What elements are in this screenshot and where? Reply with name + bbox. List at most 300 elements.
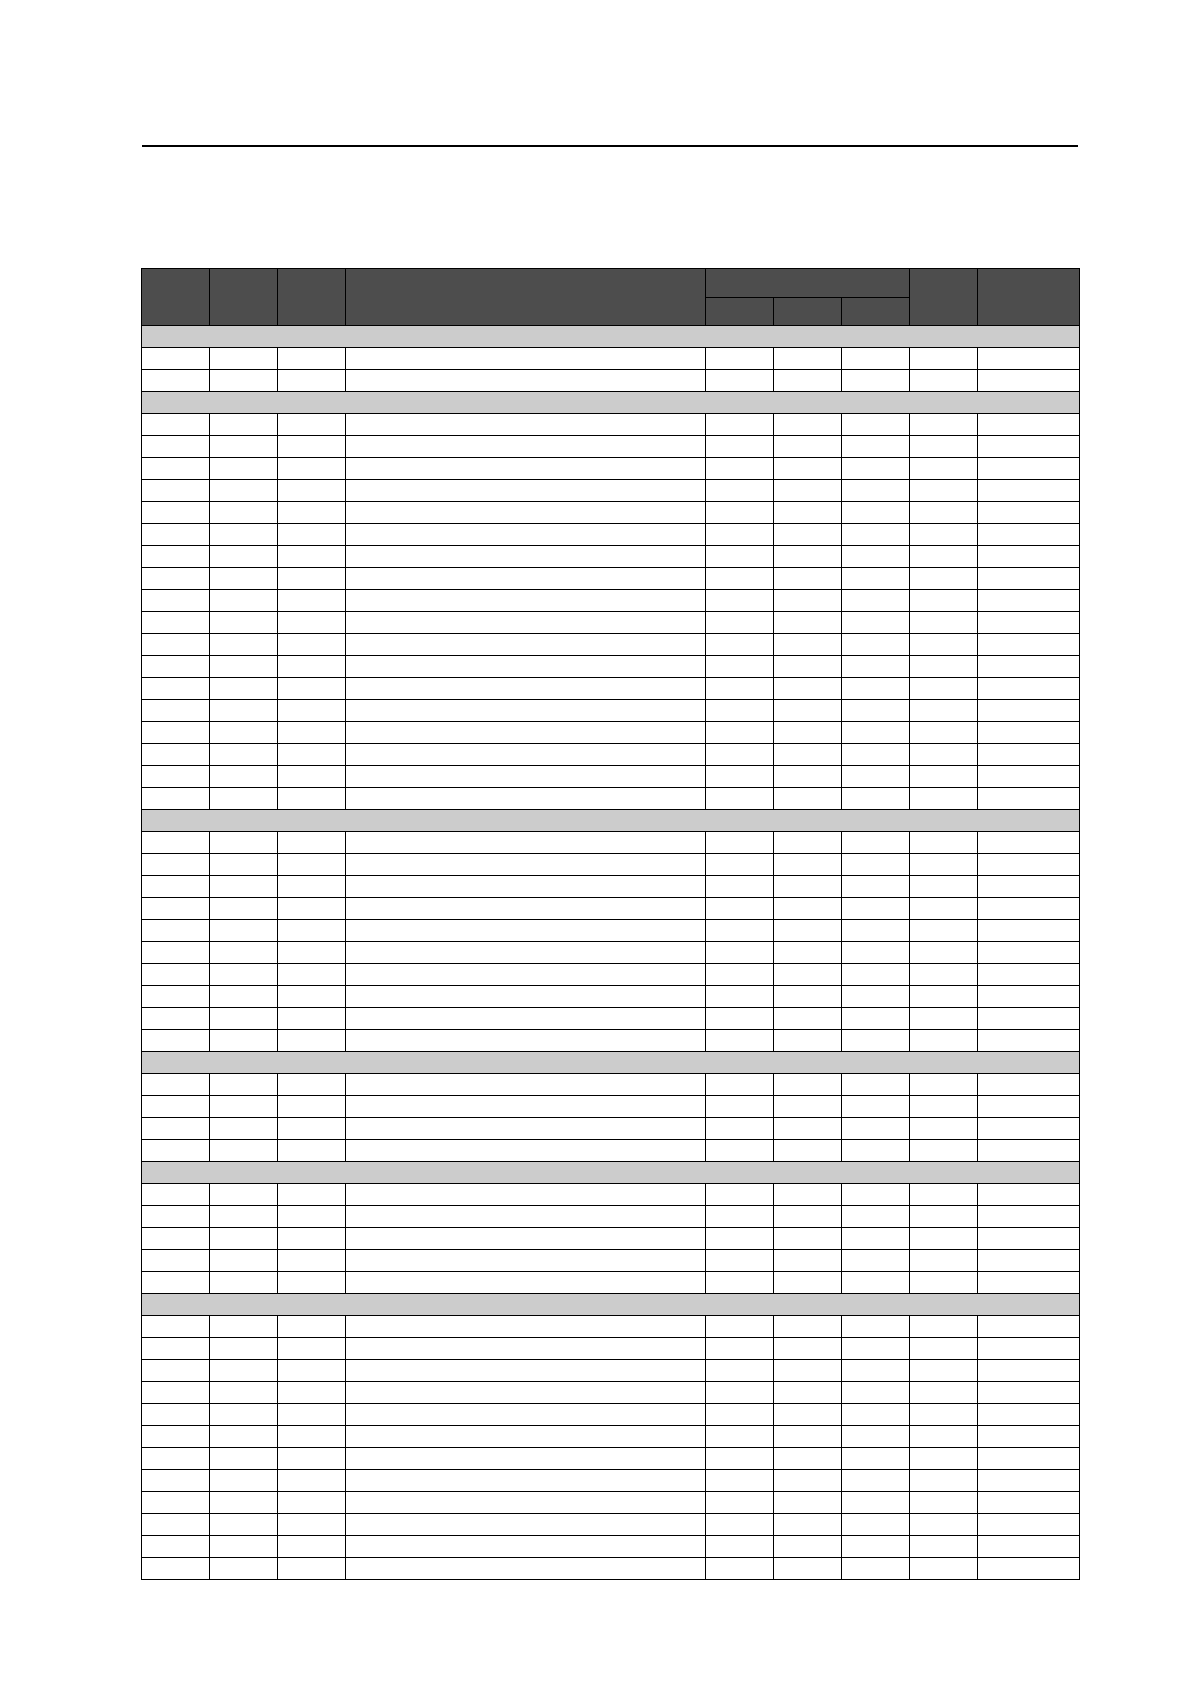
table-cell	[142, 1492, 210, 1514]
table-cell	[706, 480, 774, 502]
table-cell	[346, 656, 706, 678]
table-row	[142, 1118, 1080, 1140]
table-cell	[278, 920, 346, 942]
table-cell	[910, 348, 978, 370]
table-row	[142, 854, 1080, 876]
table-cell	[278, 546, 346, 568]
table-cell	[278, 1492, 346, 1514]
table-cell	[978, 1558, 1080, 1580]
table-cell	[978, 414, 1080, 436]
table-row	[142, 348, 1080, 370]
table-row	[142, 1272, 1080, 1294]
table-cell	[346, 1360, 706, 1382]
table-cell	[210, 612, 278, 634]
table-cell	[842, 700, 910, 722]
table-cell	[142, 1074, 210, 1096]
table-cell	[278, 1008, 346, 1030]
table-cell	[706, 744, 774, 766]
table-cell	[910, 414, 978, 436]
table-cell	[142, 1514, 210, 1536]
table-cell	[910, 1448, 978, 1470]
table-cell	[346, 634, 706, 656]
section-label	[142, 810, 1080, 832]
header-group-cell	[706, 269, 910, 298]
table-cell	[142, 1558, 210, 1580]
table-cell	[706, 370, 774, 392]
table-cell	[910, 1008, 978, 1030]
table-cell	[278, 1536, 346, 1558]
table-cell	[142, 1360, 210, 1382]
table-cell	[706, 1426, 774, 1448]
table-cell	[706, 898, 774, 920]
table-row	[142, 1206, 1080, 1228]
table-cell	[774, 942, 842, 964]
table-row	[142, 942, 1080, 964]
table-cell	[346, 1096, 706, 1118]
table-row	[142, 1514, 1080, 1536]
table-cell	[142, 656, 210, 678]
table-cell	[842, 1360, 910, 1382]
table-cell	[278, 348, 346, 370]
table-cell	[706, 1360, 774, 1382]
table-cell	[142, 348, 210, 370]
header-subcell	[706, 298, 774, 326]
table-cell	[706, 656, 774, 678]
table-cell	[346, 414, 706, 436]
table-cell	[210, 876, 278, 898]
table-cell	[706, 1030, 774, 1052]
table-cell	[346, 568, 706, 590]
table-cell	[278, 1096, 346, 1118]
table-cell	[142, 788, 210, 810]
table-cell	[978, 568, 1080, 590]
table-cell	[774, 1096, 842, 1118]
table-cell	[842, 1140, 910, 1162]
table-cell	[210, 436, 278, 458]
table-cell	[346, 700, 706, 722]
header-cell	[978, 269, 1080, 326]
table-cell	[706, 964, 774, 986]
table-cell	[346, 986, 706, 1008]
table-cell	[774, 700, 842, 722]
table-cell	[346, 1140, 706, 1162]
table-cell	[278, 1228, 346, 1250]
table-cell	[346, 766, 706, 788]
table-row	[142, 502, 1080, 524]
table-cell	[842, 656, 910, 678]
table-cell	[978, 370, 1080, 392]
table-cell	[346, 1250, 706, 1272]
table-cell	[774, 964, 842, 986]
table-cell	[910, 964, 978, 986]
table-cell	[278, 1118, 346, 1140]
table-cell	[142, 370, 210, 392]
table-cell	[346, 1514, 706, 1536]
table-cell	[842, 348, 910, 370]
table-cell	[142, 524, 210, 546]
table-cell	[774, 634, 842, 656]
table-row	[142, 1030, 1080, 1052]
table-cell	[210, 458, 278, 480]
table-cell	[910, 612, 978, 634]
table-cell	[706, 920, 774, 942]
table-cell	[842, 986, 910, 1008]
table-cell	[774, 1316, 842, 1338]
table-cell	[978, 920, 1080, 942]
table-cell	[706, 1140, 774, 1162]
table-cell	[210, 1448, 278, 1470]
table-cell	[210, 546, 278, 568]
table-cell	[346, 1272, 706, 1294]
table-cell	[278, 656, 346, 678]
table-cell	[910, 546, 978, 568]
table-cell	[346, 1184, 706, 1206]
table-cell	[910, 942, 978, 964]
table-cell	[910, 876, 978, 898]
table-cell	[842, 590, 910, 612]
table-cell	[774, 898, 842, 920]
table-cell	[978, 1140, 1080, 1162]
header-cell	[346, 269, 706, 326]
table-cell	[910, 370, 978, 392]
table-cell	[910, 1404, 978, 1426]
table-cell	[842, 1404, 910, 1426]
table-row	[142, 1426, 1080, 1448]
table-cell	[278, 1360, 346, 1382]
table-cell	[842, 1426, 910, 1448]
table-cell	[346, 1426, 706, 1448]
table-row	[142, 1448, 1080, 1470]
table-cell	[978, 1360, 1080, 1382]
table-cell	[774, 1536, 842, 1558]
table-cell	[210, 348, 278, 370]
table-cell	[910, 1096, 978, 1118]
table-cell	[278, 700, 346, 722]
table-cell	[142, 480, 210, 502]
table-cell	[142, 1184, 210, 1206]
table-cell	[706, 678, 774, 700]
table-cell	[910, 634, 978, 656]
table-cell	[706, 348, 774, 370]
header-cell	[142, 269, 210, 326]
table-row	[142, 414, 1080, 436]
table-cell	[842, 964, 910, 986]
table-cell	[210, 1426, 278, 1448]
table-cell	[842, 524, 910, 546]
table-cell	[142, 1118, 210, 1140]
table-cell	[910, 744, 978, 766]
table-cell	[978, 898, 1080, 920]
section-row	[142, 392, 1080, 414]
table-cell	[774, 458, 842, 480]
table-cell	[978, 986, 1080, 1008]
table-cell	[142, 1096, 210, 1118]
table-row	[142, 1404, 1080, 1426]
table-header	[142, 269, 1080, 326]
table-cell	[210, 942, 278, 964]
table-cell	[210, 414, 278, 436]
table-cell	[706, 1096, 774, 1118]
table-body	[142, 326, 1080, 1580]
table-cell	[142, 854, 210, 876]
table-cell	[706, 788, 774, 810]
table-cell	[210, 502, 278, 524]
table-cell	[278, 1030, 346, 1052]
table-cell	[706, 766, 774, 788]
table-cell	[978, 766, 1080, 788]
table-row	[142, 1338, 1080, 1360]
table-cell	[774, 1448, 842, 1470]
table-cell	[978, 1426, 1080, 1448]
table-cell	[706, 634, 774, 656]
table-cell	[210, 1228, 278, 1250]
table-cell	[142, 590, 210, 612]
table-cell	[706, 832, 774, 854]
table-cell	[346, 854, 706, 876]
table-cell	[910, 832, 978, 854]
table-cell	[978, 1096, 1080, 1118]
table-cell	[706, 1382, 774, 1404]
section-row	[142, 1162, 1080, 1184]
table-cell	[346, 1558, 706, 1580]
header-cell	[210, 269, 278, 326]
table-cell	[142, 722, 210, 744]
table-cell	[706, 1228, 774, 1250]
table-cell	[278, 986, 346, 1008]
table-cell	[278, 634, 346, 656]
table-cell	[346, 1536, 706, 1558]
data-table	[141, 268, 1080, 1580]
table-cell	[978, 1470, 1080, 1492]
table-row	[142, 788, 1080, 810]
section-label	[142, 1162, 1080, 1184]
table-cell	[774, 986, 842, 1008]
table-cell	[706, 1206, 774, 1228]
table-cell	[774, 656, 842, 678]
table-cell	[978, 1382, 1080, 1404]
table-cell	[978, 1008, 1080, 1030]
table-cell	[142, 546, 210, 568]
table-row	[142, 634, 1080, 656]
table-row	[142, 1184, 1080, 1206]
table-cell	[706, 854, 774, 876]
table-cell	[842, 1008, 910, 1030]
table-cell	[278, 568, 346, 590]
table-cell	[210, 1008, 278, 1030]
table-row	[142, 1558, 1080, 1580]
table-cell	[278, 942, 346, 964]
table-cell	[278, 502, 346, 524]
table-cell	[210, 1250, 278, 1272]
table-cell	[910, 788, 978, 810]
table-cell	[978, 634, 1080, 656]
table-cell	[842, 1118, 910, 1140]
table-cell	[142, 1316, 210, 1338]
table-cell	[910, 1140, 978, 1162]
table-cell	[346, 436, 706, 458]
table-cell	[210, 744, 278, 766]
table-cell	[142, 1338, 210, 1360]
table-cell	[774, 1008, 842, 1030]
table-cell	[210, 1470, 278, 1492]
table-cell	[910, 986, 978, 1008]
table-cell	[774, 744, 842, 766]
table-cell	[978, 612, 1080, 634]
table-cell	[142, 876, 210, 898]
table-cell	[842, 458, 910, 480]
table-cell	[278, 1382, 346, 1404]
table-cell	[210, 1316, 278, 1338]
table-cell	[706, 1316, 774, 1338]
table-row	[142, 656, 1080, 678]
header-cell	[278, 269, 346, 326]
table-cell	[278, 524, 346, 546]
table-cell	[910, 590, 978, 612]
table-cell	[706, 1338, 774, 1360]
table-cell	[774, 612, 842, 634]
table-cell	[142, 1536, 210, 1558]
table-cell	[210, 480, 278, 502]
table-cell	[278, 1426, 346, 1448]
table-cell	[142, 568, 210, 590]
table-cell	[842, 920, 910, 942]
table-cell	[842, 612, 910, 634]
table-cell	[978, 678, 1080, 700]
table-cell	[978, 1492, 1080, 1514]
table-cell	[842, 436, 910, 458]
table-cell	[774, 524, 842, 546]
table-cell	[774, 1338, 842, 1360]
table-cell	[706, 700, 774, 722]
table-row	[142, 964, 1080, 986]
table-cell	[210, 1184, 278, 1206]
table-cell	[910, 1030, 978, 1052]
table-cell	[774, 568, 842, 590]
table-cell	[842, 1316, 910, 1338]
table-cell	[978, 722, 1080, 744]
table-cell	[842, 502, 910, 524]
table-cell	[978, 788, 1080, 810]
table-cell	[346, 1492, 706, 1514]
table-cell	[210, 656, 278, 678]
table-cell	[142, 1426, 210, 1448]
table-cell	[842, 1492, 910, 1514]
table-cell	[842, 370, 910, 392]
table-cell	[346, 876, 706, 898]
table-cell	[278, 1184, 346, 1206]
table-cell	[978, 590, 1080, 612]
table-cell	[774, 1272, 842, 1294]
table-cell	[142, 678, 210, 700]
table-cell	[142, 964, 210, 986]
table-cell	[278, 1338, 346, 1360]
table-cell	[774, 590, 842, 612]
table-row	[142, 524, 1080, 546]
table-cell	[910, 436, 978, 458]
header-subcell	[774, 298, 842, 326]
table-cell	[842, 1250, 910, 1272]
table-cell	[978, 524, 1080, 546]
table-row	[142, 1008, 1080, 1030]
table-cell	[774, 1360, 842, 1382]
top-rule	[142, 145, 1078, 147]
table-cell	[774, 920, 842, 942]
table-cell	[774, 788, 842, 810]
table-cell	[774, 854, 842, 876]
table-cell	[346, 722, 706, 744]
table-cell	[278, 414, 346, 436]
table-cell	[842, 1030, 910, 1052]
table-cell	[774, 436, 842, 458]
table-row	[142, 436, 1080, 458]
table-row	[142, 832, 1080, 854]
table-cell	[706, 524, 774, 546]
table-cell	[346, 1030, 706, 1052]
table-cell	[706, 436, 774, 458]
table-row	[142, 1316, 1080, 1338]
table-cell	[346, 1404, 706, 1426]
table-cell	[842, 1228, 910, 1250]
table-row	[142, 678, 1080, 700]
table-cell	[142, 1382, 210, 1404]
table-cell	[910, 898, 978, 920]
table-cell	[978, 1448, 1080, 1470]
table-cell	[978, 348, 1080, 370]
table-cell	[278, 766, 346, 788]
section-label	[142, 392, 1080, 414]
table-cell	[706, 590, 774, 612]
table-cell	[978, 480, 1080, 502]
table-cell	[774, 1426, 842, 1448]
table-cell	[978, 656, 1080, 678]
table-cell	[346, 1074, 706, 1096]
table-cell	[210, 678, 278, 700]
table-cell	[774, 766, 842, 788]
table-cell	[210, 920, 278, 942]
table-cell	[910, 502, 978, 524]
table-cell	[210, 1140, 278, 1162]
table-cell	[346, 1470, 706, 1492]
table-cell	[346, 546, 706, 568]
table-cell	[774, 876, 842, 898]
table-cell	[278, 1448, 346, 1470]
table-cell	[910, 1250, 978, 1272]
table-cell	[210, 1404, 278, 1426]
table-cell	[210, 1360, 278, 1382]
table-cell	[774, 1514, 842, 1536]
table-cell	[346, 1448, 706, 1470]
table-cell	[346, 590, 706, 612]
table-cell	[910, 1492, 978, 1514]
table-cell	[346, 524, 706, 546]
section-row	[142, 1052, 1080, 1074]
table-cell	[142, 920, 210, 942]
table-cell	[706, 1074, 774, 1096]
table-cell	[278, 1250, 346, 1272]
table-cell	[978, 876, 1080, 898]
table-cell	[210, 700, 278, 722]
table-cell	[210, 832, 278, 854]
table-cell	[842, 678, 910, 700]
table-cell	[978, 1206, 1080, 1228]
table-cell	[210, 370, 278, 392]
table-row	[142, 612, 1080, 634]
table-cell	[978, 1228, 1080, 1250]
table-row	[142, 568, 1080, 590]
table-row	[142, 1360, 1080, 1382]
table-cell	[774, 348, 842, 370]
table-cell	[346, 480, 706, 502]
